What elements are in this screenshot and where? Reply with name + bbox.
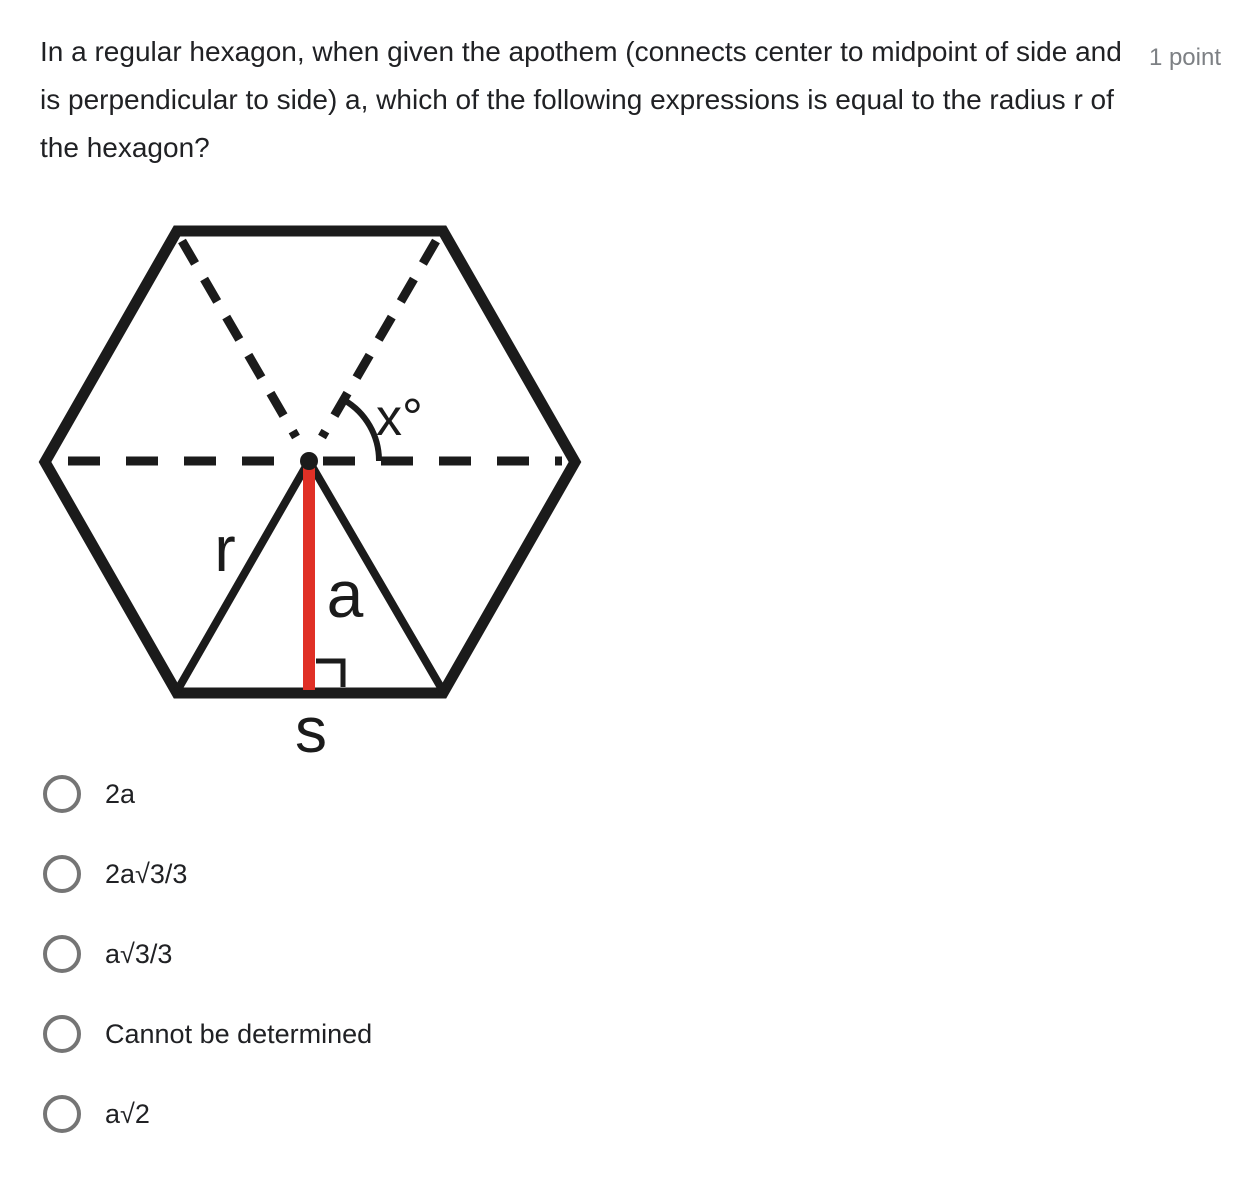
hexagon-diagram <box>0 200 660 780</box>
radio-button[interactable] <box>43 855 81 893</box>
radius-label: r <box>214 513 236 585</box>
radio-button[interactable] <box>43 775 81 813</box>
option-label: Cannot be determined <box>105 1018 373 1049</box>
option-label: 2a√3/3 <box>105 858 188 889</box>
radio-button[interactable] <box>43 1015 81 1053</box>
apothem-label: a <box>326 557 364 631</box>
option-label: 2a <box>105 778 136 809</box>
option-label: a√3/3 <box>105 938 173 969</box>
center-dot <box>300 452 318 470</box>
points-badge: 1 point <box>1148 44 1221 71</box>
answer-option-4[interactable] <box>43 994 372 1074</box>
answer-option-2[interactable] <box>43 834 372 914</box>
answer-option-5[interactable] <box>43 1074 372 1154</box>
radio-button[interactable] <box>43 1095 81 1133</box>
answer-options <box>43 754 372 1154</box>
question-text: In a regular hexagon, when given the apothem (connects center to midpoint of side and is perpendicular to side) a, which of the following expressions is equal to the radius r of the hexagon? <box>40 36 1122 163</box>
answer-option-1[interactable] <box>43 754 372 834</box>
answer-option-3[interactable] <box>43 914 372 994</box>
option-label: a√2 <box>105 1098 150 1129</box>
radio-button[interactable] <box>43 935 81 973</box>
angle-label: x° <box>376 389 423 447</box>
side-label: s <box>295 694 327 766</box>
